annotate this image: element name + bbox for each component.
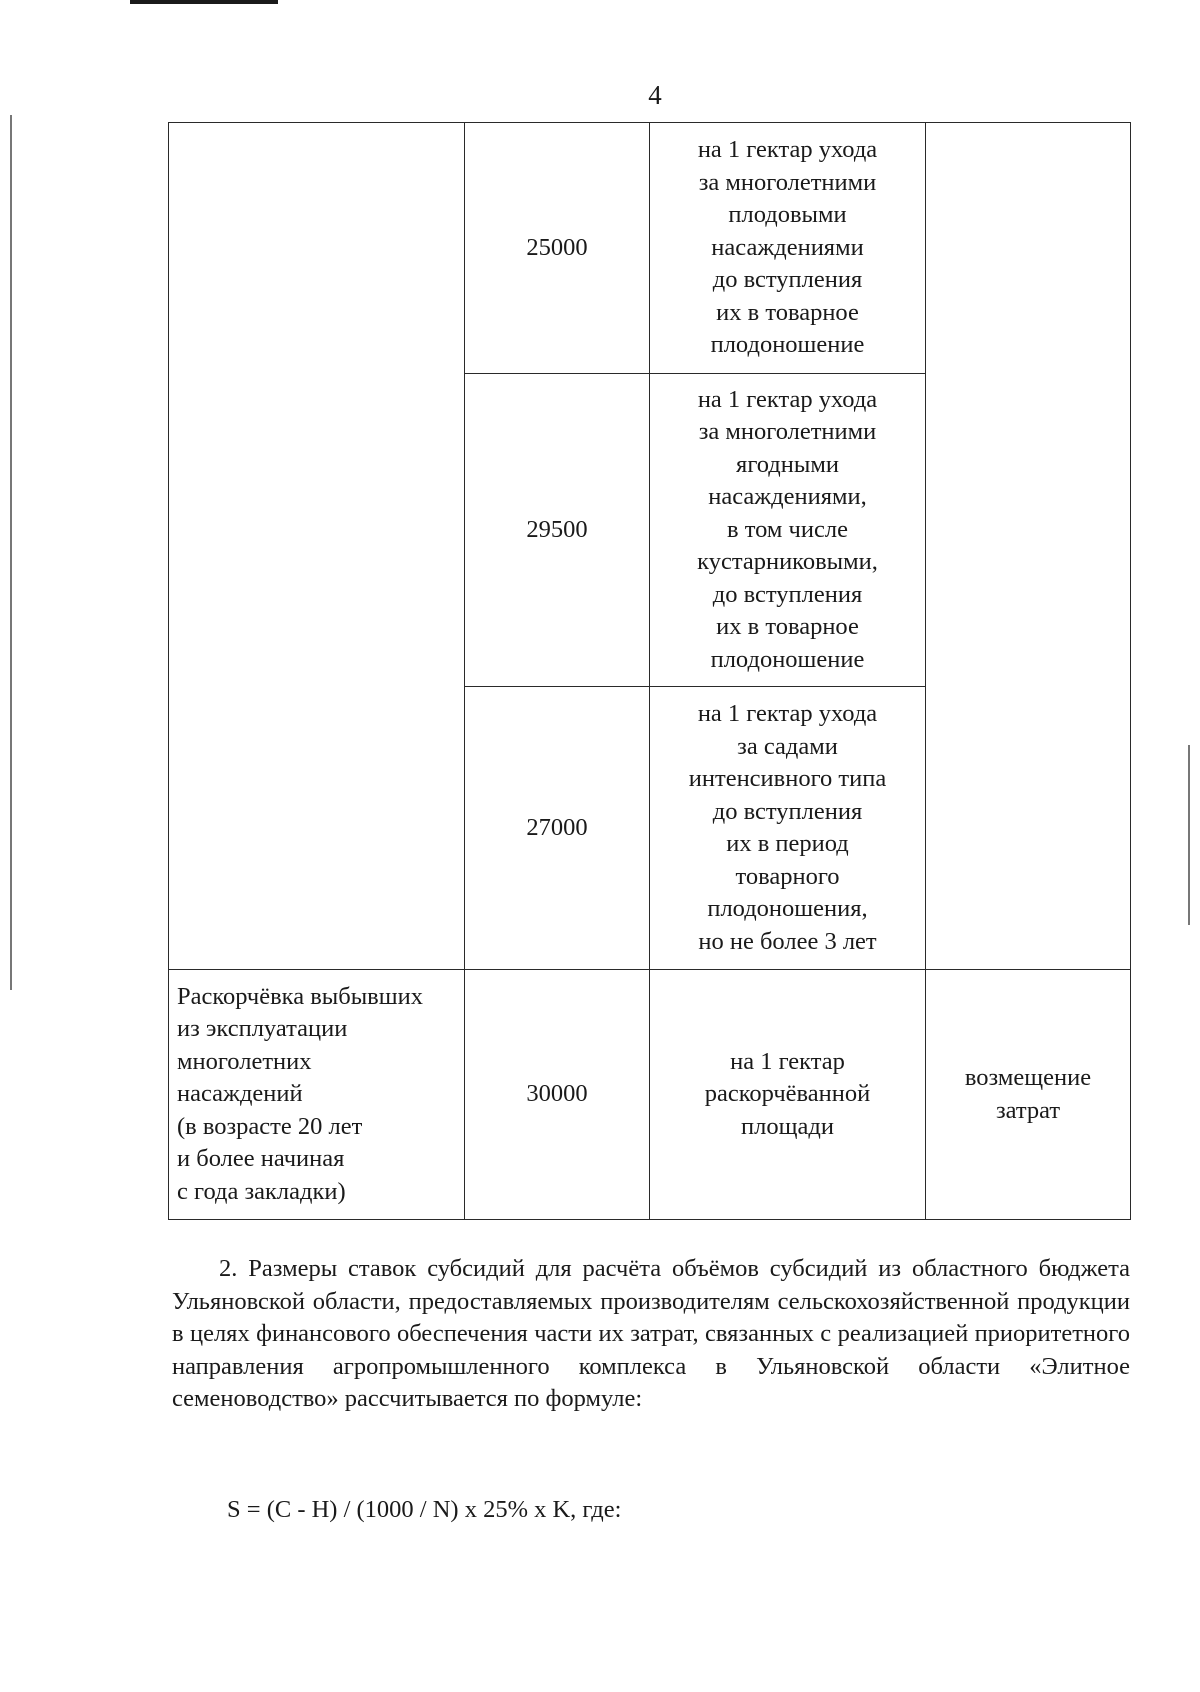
page-number: 4 — [648, 80, 662, 110]
unit-cell: на 1 гектар раскорчёванной площади — [650, 970, 926, 1220]
unit-cell: на 1 гектар ухода за многолетними ягодными насаждениями, в том числе кустарниковыми, до вступления их в товарное плодоношение — [650, 374, 926, 687]
rate-cell: 27000 — [465, 687, 650, 970]
rate-cell: 30000 — [465, 970, 650, 1220]
body-paragraph: 2. Размеры ставок субсидий для расчёта объёмов субсидий из областного бюджета Ульяновской области, предоставляемых производителям сельскохозяйственной продукции в целях финансового обеспечения части их затрат, связанных с реализацией приоритетного направления агропромышленного комплекса в Ульяновской области «Элитное семеноводство» рассчитывается по формуле: — [172, 1255, 1130, 1412]
work-type-cell: Раскорчёвка выбывших из эксплуатации многолетних насаждений (в возрасте 20 лет и более начиная с года закладки) — [169, 970, 465, 1220]
unit-cell: на 1 гектар ухода за многолетними плодовыми насаждениями до вступления их в товарное плодоношение — [650, 123, 926, 374]
table-row — [169, 123, 1131, 374]
scan-artifact-top — [130, 0, 278, 4]
subsidy-rates-table — [168, 122, 1131, 1220]
formula: S = (C - H) / (1000 / N) x 25% x K, где: — [227, 1496, 622, 1523]
purpose-cell — [926, 123, 1131, 970]
table-row — [169, 970, 1131, 1220]
scan-artifact-right-edge — [1188, 745, 1190, 925]
rate-cell: 25000 — [465, 123, 650, 374]
purpose-cell: возмещение затрат — [926, 970, 1131, 1220]
unit-cell: на 1 гектар ухода за садами интенсивного типа до вступления их в период товарного плодоношения, но не более 3 лет — [650, 687, 926, 970]
scan-artifact-left-edge — [10, 115, 12, 990]
rate-cell: 29500 — [465, 374, 650, 687]
work-type-cell — [169, 123, 465, 970]
